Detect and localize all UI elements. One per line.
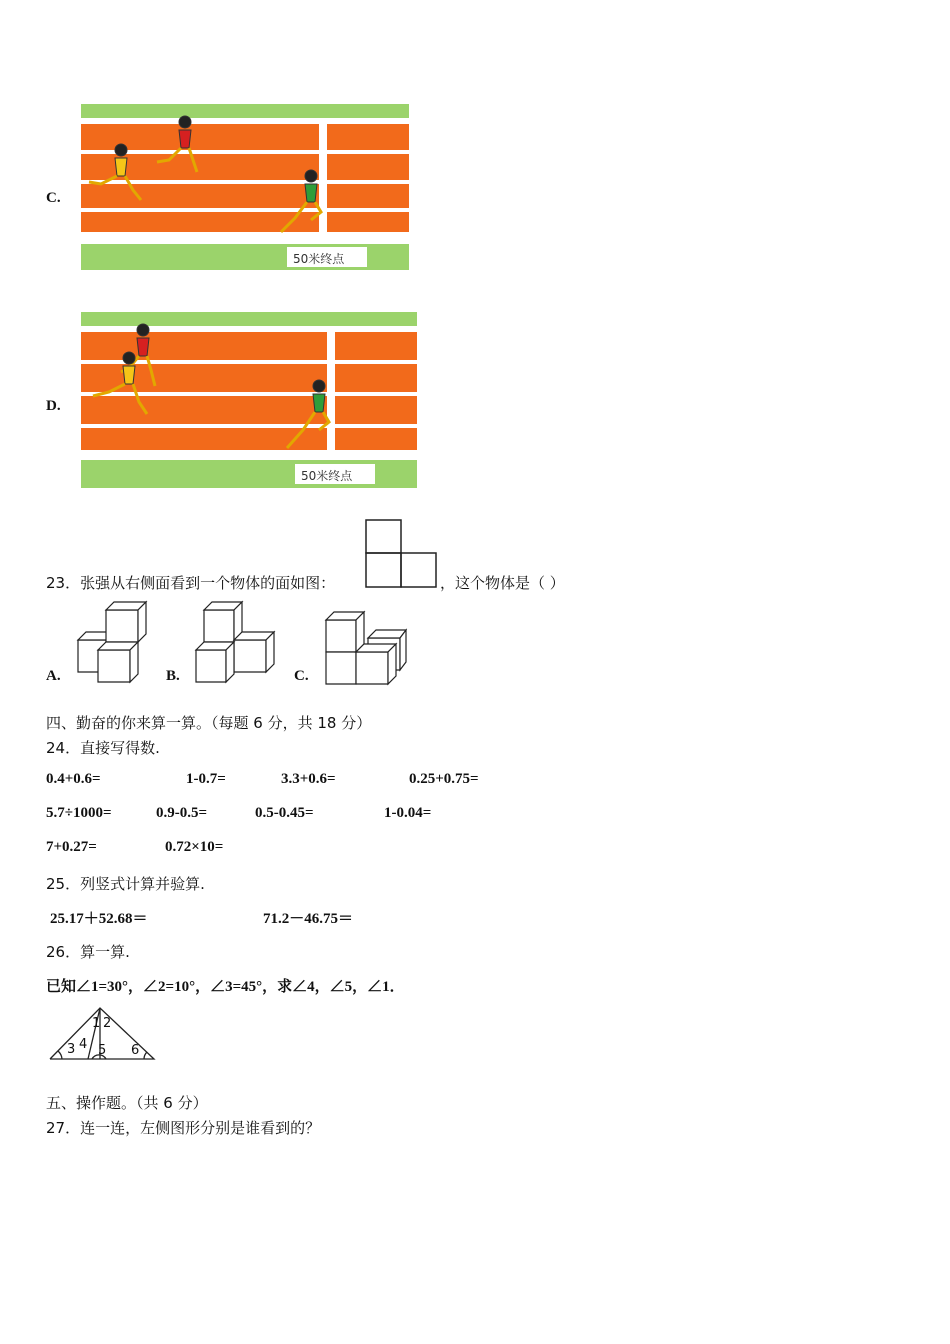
side-view-diagram xyxy=(364,518,440,590)
option-c-track-figure xyxy=(81,104,411,270)
q26-title: 26．算一算. xyxy=(46,943,130,961)
q24-item: 5.7÷1000= xyxy=(46,805,112,821)
triangle-figure xyxy=(48,1006,158,1062)
cube-figure-a xyxy=(76,600,152,684)
q24-item: 0.5-0.45= xyxy=(255,805,314,821)
q24-item: 0.4+0.6= xyxy=(46,771,101,787)
q25-item: 71.2－46.75＝ xyxy=(263,911,354,927)
choice-a-label: A. xyxy=(46,668,61,684)
q24-item: 0.9-0.5= xyxy=(156,805,208,821)
q25-item: 25.17＋52.68＝ xyxy=(50,911,148,927)
angle-4-label: 4 xyxy=(79,1037,88,1052)
track-illustration-c xyxy=(81,104,411,270)
cube-figure-c xyxy=(324,610,408,686)
q23-text-after: ，这个物体是（ ） xyxy=(440,574,565,592)
q25-title: 25．列竖式计算并验算. xyxy=(46,875,205,893)
q27-title: 27．连一连，左侧图形分别是谁看到的？ xyxy=(46,1119,321,1137)
finish-line-label: 50米终点 xyxy=(293,252,345,266)
q24-item: 1-0.7= xyxy=(186,771,226,787)
q26-given: 已知∠1=30°，∠2=10°，∠3=45°，求∠4，∠5，∠1． xyxy=(46,979,405,995)
q24-item: 0.25+0.75= xyxy=(409,771,479,787)
q24-title: 24．直接写得数. xyxy=(46,739,160,757)
section-5-heading: 五、操作题。（共 6 分） xyxy=(46,1094,208,1112)
option-d-track-figure xyxy=(81,312,419,488)
angle-2-label: 2 xyxy=(103,1016,112,1031)
q23-text: 23．张强从右侧面看到一个物体的面如图： xyxy=(46,574,336,592)
q24-item: 7+0.27= xyxy=(46,839,97,855)
angle-3-label: 3 xyxy=(67,1042,76,1057)
cube-figure-b xyxy=(194,600,278,684)
q24-item: 3.3+0.6= xyxy=(281,771,336,787)
angle-5-label: 5 xyxy=(98,1043,107,1058)
option-c-label: C. xyxy=(46,190,61,206)
angle-1-label: 1 xyxy=(92,1016,101,1031)
q24-item: 1-0.04= xyxy=(384,805,432,821)
finish-line-label: 50米终点 xyxy=(301,469,353,483)
section-4-heading: 四、勤奋的你来算一算。（每题 6 分，共 18 分） xyxy=(46,714,372,732)
option-d-label: D. xyxy=(46,398,61,414)
choice-b-label: B. xyxy=(166,668,180,684)
q24-item: 0.72×10= xyxy=(165,839,224,855)
track-illustration-d xyxy=(81,312,419,488)
choice-c-label: C. xyxy=(294,668,309,684)
angle-6-label: 6 xyxy=(131,1043,140,1058)
